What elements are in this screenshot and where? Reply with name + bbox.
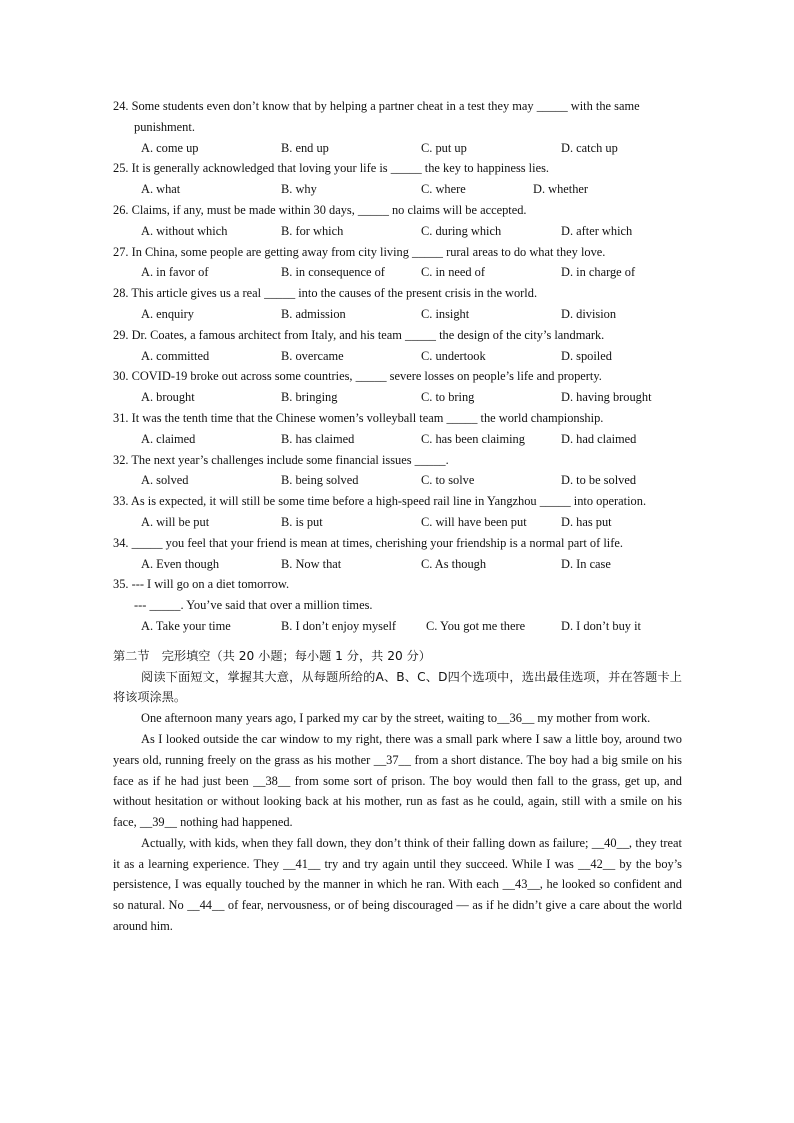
- option-b: B. has claimed: [281, 431, 355, 446]
- option-d: D. having brought: [561, 390, 652, 405]
- question-stem: 35. --- I will go on a diet tomorrow.: [113, 577, 290, 592]
- question-stem: 24. Some students even don’t know that by helping a partner cheat in a test they may _____ with the same punishment.: [113, 99, 640, 134]
- section-title: 第二节 完形填空（共 20 小题；每小题 1 分，共 20 分）: [113, 648, 431, 663]
- option-c: C. where: [421, 182, 466, 197]
- option-d: D. has put: [561, 514, 612, 529]
- option-c: C. put up: [421, 140, 467, 155]
- question-29: [113, 325, 682, 367]
- passage-paragraph: One afternoon many years ago, I parked my car by the street, waiting to__36__ my mother from work.: [141, 711, 651, 726]
- option-a: A. in favor of: [141, 265, 209, 280]
- option-b: B. Now that: [281, 556, 342, 571]
- option-b: B. in consequence of: [281, 265, 385, 280]
- question-25: [113, 158, 682, 200]
- option-c: C. to bring: [421, 390, 475, 405]
- options-row: [113, 429, 682, 450]
- question-31: [113, 408, 682, 450]
- option-d: D. spoiled: [561, 348, 612, 363]
- question-stem: 32. The next year’s challenges include some financial issues _____.: [113, 452, 449, 467]
- option-b: B. I don’t enjoy myself: [281, 618, 397, 633]
- option-b: B. for which: [281, 223, 344, 238]
- options-row: [113, 304, 682, 325]
- question-stem: 34. _____ you feel that your friend is mean at times, cherishing your friendship is a normal part of life.: [113, 535, 623, 550]
- option-d: D. had claimed: [561, 431, 637, 446]
- option-c: C. undertook: [421, 348, 486, 363]
- question-35: [113, 574, 682, 636]
- option-d: D. division: [561, 306, 617, 321]
- option-d: D. whether: [533, 182, 589, 197]
- option-b: B. end up: [281, 140, 329, 155]
- option-d: D. I don’t buy it: [561, 618, 641, 633]
- options-row: [113, 616, 682, 637]
- option-c: C. As though: [421, 556, 487, 571]
- question-stem: 28. This article gives us a real _____ into the causes of the present crisis in the world.: [113, 286, 538, 301]
- options-row: [113, 387, 682, 408]
- option-a: A. enquiry: [141, 306, 194, 321]
- question-27: [113, 242, 682, 284]
- options-row: [113, 138, 682, 159]
- option-b: B. bringing: [281, 390, 338, 405]
- option-b: B. being solved: [281, 473, 359, 488]
- option-c: C. You got me there: [426, 618, 526, 633]
- dialogue-reply: --- _____. You’ve said that over a million times.: [134, 598, 373, 613]
- option-c: C. insight: [421, 306, 470, 321]
- option-a: A. without which: [141, 223, 228, 238]
- option-a: A. committed: [141, 348, 210, 363]
- option-a: A. brought: [141, 390, 195, 405]
- options-row: [113, 554, 682, 575]
- question-stem: 33. As is expected, it will still be some time before a high-speed rail line in Yangzhou _____ into operation.: [113, 494, 647, 509]
- question-30: [113, 366, 682, 408]
- option-a: A. what: [141, 182, 181, 197]
- options-row: [113, 512, 682, 533]
- option-c: C. has been claiming: [421, 431, 525, 446]
- option-d: D. In case: [561, 556, 611, 571]
- question-stem: 29. Dr. Coates, a famous architect from Italy, and his team _____ the design of the city’s landmark.: [113, 327, 605, 342]
- options-row: [113, 221, 682, 242]
- question-stem: 30. COVID-19 broke out across some countries, _____ severe losses on people’s life and property.: [113, 369, 602, 384]
- exam-page: [113, 96, 682, 937]
- option-a: A. solved: [141, 473, 189, 488]
- option-a: A. will be put: [141, 514, 210, 529]
- option-d: D. to be solved: [561, 473, 637, 488]
- options-row: [113, 470, 682, 491]
- question-32: [113, 450, 682, 492]
- options-row: [113, 179, 682, 200]
- question-stem: 25. It is generally acknowledged that loving your life is _____ the key to happiness lies.: [113, 161, 549, 176]
- option-a: A. come up: [141, 140, 199, 155]
- option-d: D. catch up: [561, 140, 618, 155]
- option-c: C. during which: [421, 223, 502, 238]
- option-b: B. admission: [281, 306, 346, 321]
- question-stem: 31. It was the tenth time that the Chinese women’s volleyball team _____ the world championship.: [113, 410, 604, 425]
- question-24: [113, 96, 682, 158]
- option-c: C. to solve: [421, 473, 475, 488]
- question-34: [113, 533, 682, 575]
- question-33: [113, 491, 682, 533]
- option-a: A. Even though: [141, 556, 220, 571]
- option-c: C. in need of: [421, 265, 486, 280]
- section-instruction: 阅读下面短文，掌握其大意，从每题所给的A、B、C、D四个选项中，选出最佳选项，并在答题卡上将该项涂黑。: [113, 669, 682, 705]
- options-row: [113, 262, 682, 283]
- question-26: [113, 200, 682, 242]
- option-d: D. in charge of: [561, 265, 636, 280]
- options-row: [113, 346, 682, 367]
- option-b: B. is put: [281, 514, 323, 529]
- option-b: B. overcame: [281, 348, 344, 363]
- option-d: D. after which: [561, 223, 633, 238]
- option-c: C. will have been put: [421, 514, 527, 529]
- passage-paragraph: As I looked outside the car window to my right, there was a small park where I saw a little boy, around two years old, running freely on the grass as his mother __37__ from a short distance. The boy had a big smile on his face as if he had just been __38__ from some sort of prison. The boy would then fall to the grass, get up, and without hesitation or without looking back at his mother, run as fast as he could, again, still with a smile on his face, __39__ nothing had happened.: [113, 731, 682, 830]
- question-28: [113, 283, 682, 325]
- option-a: A. claimed: [141, 431, 196, 446]
- passage-paragraph: Actually, with kids, when they fall down, they don’t think of their falling down as failure; __40__, they treat it as a learning experience. They __41__ try and try again until they succeed. While I was __42__ by the boy’s persistence, I was equally touched by the manner in which he ran. With each __43__, he looked so confident and so natural. No __44__ of fear, nervousness, or of being discouraged — as if he didn’t give a care about the world around him.: [113, 835, 682, 934]
- option-b: B. why: [281, 182, 317, 197]
- option-a: A. Take your time: [141, 618, 231, 633]
- cloze-section: [113, 646, 682, 937]
- question-stem: 27. In China, some people are getting away from city living _____ rural areas to do what they love.: [113, 244, 606, 259]
- question-stem: 26. Claims, if any, must be made within 30 days, _____ no claims will be accepted.: [113, 202, 527, 217]
